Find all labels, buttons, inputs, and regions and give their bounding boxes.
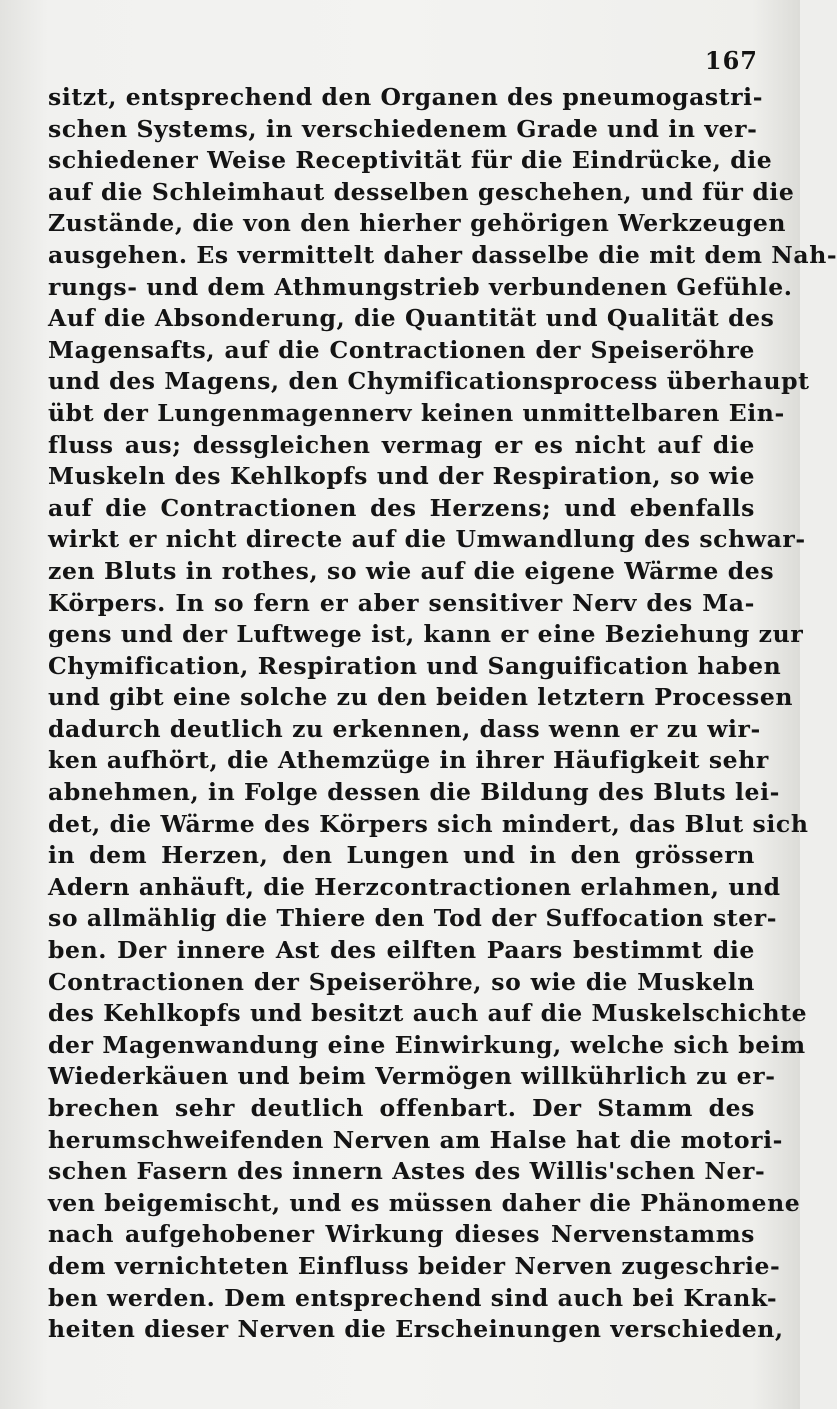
text-line: Magensafts, auf die Contractionen der Speiseröhre — [48, 335, 755, 364]
text-line: Chymification, Respiration und Sanguification haben — [48, 651, 782, 680]
text-line: ven beigemischt, und es müssen daher die Phänomene — [48, 1188, 801, 1217]
text-line: in dem Herzen, den Lungen und in den grössern — [48, 841, 755, 870]
text-line: Muskeln des Kehlkopfs und der Respiration, so wie — [48, 462, 755, 491]
text-line: schiedener Weise Receptivität für die Eindrücke, die — [48, 146, 773, 175]
text-line: schen Fasern des innern Astes des Willis'schen Ner- — [48, 1157, 766, 1186]
text-line: herumschweifenden Nerven am Halse hat die motori- — [48, 1125, 783, 1154]
text-line: ken aufhört, die Athemzüge in ihrer Häufigkeit sehr — [48, 746, 769, 775]
text-line: heiten dieser Nerven die Erscheinungen verschieden, — [48, 1315, 784, 1344]
text-line: ben. Der innere Ast des eilften Paars bestimmt die — [48, 936, 755, 965]
text-line: wirkt er nicht directe auf die Umwandlung des schwar- — [48, 525, 806, 554]
text-line: dadurch deutlich zu erkennen, dass wenn er zu wir- — [48, 714, 761, 743]
text-line: fluss aus; dessgleichen vermag er es nicht auf die — [48, 430, 755, 459]
text-line: gens und der Luftwege ist, kann er eine Beziehung zur — [48, 620, 804, 649]
text-line: Körpers. In so fern er aber sensitiver Nerv des Ma- — [48, 588, 755, 617]
text-line: des Kehlkopfs und besitzt auch auf die Muskelschichte — [48, 999, 808, 1028]
text-line: rungs- und dem Athmungstrieb verbundenen Gefühle. — [48, 272, 793, 301]
text-line: zen Bluts in rothes, so wie auf die eigene Wärme des — [48, 556, 775, 585]
text-line: abnehmen, in Folge dessen die Bildung des Bluts lei- — [48, 778, 780, 807]
text-line: det, die Wärme des Körpers sich mindert, das Blut sich — [48, 809, 809, 838]
text-line: und des Magens, den Chymificationsprocess überhaupt — [48, 367, 810, 396]
text-line: übt der Lungenmagennerv keinen unmittelbaren Ein- — [48, 398, 785, 427]
text-line: und gibt eine solche zu den beiden letztern Processen — [48, 683, 794, 712]
text-line: nach aufgehobener Wirkung dieses Nervenstamms — [48, 1220, 755, 1249]
text-line: brechen sehr deutlich offenbart. Der Stamm des — [48, 1094, 755, 1122]
text-line: ausgehen. Es vermittelt daher dasselbe die mit dem Nah- — [48, 240, 837, 269]
body-text — [48, 82, 837, 1346]
text-line: Auf die Absonderung, die Quantität und Qualität des — [48, 304, 775, 333]
text-line: so allmählig die Thiere den Tod der Suffocation ster- — [48, 904, 778, 933]
text-line: Zustände, die von den hierher gehörigen Werkzeugen — [48, 209, 787, 238]
text-line: Contractionen der Speiseröhre, so wie die Muskeln — [48, 967, 755, 996]
page-number: 167 — [704, 46, 758, 75]
text-line: Wiederkäuen und beim Vermögen willkührlich zu er- — [48, 1062, 776, 1091]
text-line: dem vernichteten Einfluss beider Nerven zugeschrie- — [48, 1251, 781, 1280]
text-line: sitzt, entsprechend den Organen des pneumogastri- — [48, 83, 764, 111]
text-line: der Magenwandung eine Einwirkung, welche sich beim — [48, 1030, 806, 1059]
text-line: auf die Schleimhaut desselben geschehen, und für die — [48, 177, 795, 206]
text-line: auf die Contractionen des Herzens; und ebenfalls — [48, 493, 755, 522]
text-line: ben werden. Dem entsprechend sind auch bei Krank- — [48, 1283, 778, 1312]
text-line: Adern anhäuft, die Herzcontractionen erlahmen, und — [48, 872, 781, 901]
text-line: schen Systems, in verschiedenem Grade und in ver- — [48, 114, 758, 143]
